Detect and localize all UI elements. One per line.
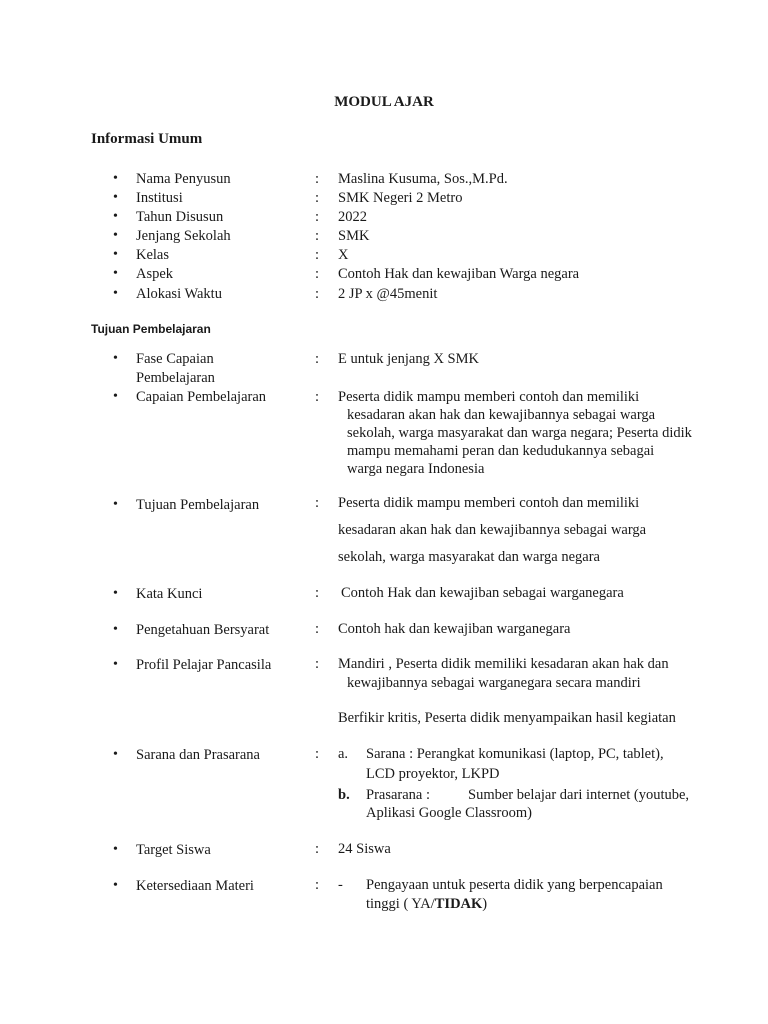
colon: : — [315, 351, 320, 367]
field-value: SMK Negeri 2 Metro — [338, 190, 463, 206]
colon: : — [315, 585, 320, 601]
list-marker: a. — [338, 746, 349, 762]
field-value-line: Sarana : Perangkat komunikasi (laptop, PC, tablet), — [366, 746, 664, 762]
bullet: • — [113, 171, 118, 186]
field-label: Jenjang Sekolah — [136, 228, 231, 244]
colon: : — [315, 266, 320, 282]
field-label: Profil Pelajar Pancasila — [136, 657, 272, 673]
bullet: • — [113, 586, 118, 601]
colon: : — [315, 841, 320, 857]
bullet: • — [113, 878, 118, 893]
field-value-line: LCD proyektor, LKPD — [366, 766, 500, 782]
list-marker: - — [338, 877, 343, 893]
field-value: SMK — [338, 228, 370, 244]
field-value-line: Mandiri , Peserta didik memiliki kesadaran akan hak dan — [338, 656, 669, 672]
field-label: Sarana dan Prasarana — [136, 747, 260, 763]
field-value-line — [366, 896, 487, 913]
text-run: tinggi ( YA/ — [366, 896, 435, 912]
field-value-line: Aplikasi Google Classroom) — [366, 805, 532, 821]
field-label: Kelas — [136, 247, 170, 263]
colon: : — [315, 171, 320, 187]
field-value: X — [338, 247, 349, 263]
field-value: 2 JP x @45menit — [338, 286, 438, 302]
field-value: Maslina Kusuma, Sos.,M.Pd. — [338, 171, 508, 187]
section-heading-informasi-umum: Informasi Umum — [91, 131, 203, 147]
field-label: Fase Capaian — [136, 351, 214, 367]
field-value: 24 Siswa — [338, 841, 391, 857]
colon: : — [315, 190, 320, 206]
field-value: Contoh hak dan kewajiban warganegara — [338, 621, 571, 637]
colon: : — [315, 877, 320, 893]
field-value: Contoh Hak dan kewajiban sebagai warganegara — [341, 585, 624, 601]
field-value-line: warga negara Indonesia — [347, 461, 485, 477]
field-label: Tahun Disusun — [136, 209, 224, 225]
field-label: Aspek — [136, 266, 174, 282]
colon: : — [315, 495, 320, 511]
bullet: • — [113, 286, 118, 301]
field-value-line: Pengayaan untuk peserta didik yang berpencapaian — [366, 877, 663, 893]
bullet: • — [113, 657, 118, 672]
field-label: Target Siswa — [136, 842, 211, 858]
field-label: Pengetahuan Bersyarat — [136, 622, 270, 638]
field-label: Institusi — [136, 190, 183, 206]
colon: : — [315, 621, 320, 637]
field-value-line: Peserta didik mampu memberi contoh dan memiliki — [338, 389, 640, 405]
bullet: • — [113, 351, 118, 366]
field-value-line: kesadaran akan hak dan kewajibannya sebagai warga — [338, 522, 647, 538]
field-label: Ketersediaan Materi — [136, 878, 254, 894]
field-label: Tujuan Pembelajaran — [136, 497, 260, 513]
field-label: Alokasi Waktu — [136, 286, 222, 302]
bullet: • — [113, 622, 118, 637]
field-value-line: Berfikir kritis, Peserta didik menyampaikan hasil kegiatan — [338, 710, 676, 726]
colon: : — [315, 389, 320, 405]
field-value-line: kewajibannya sebagai warganegara secara mandiri — [347, 675, 641, 691]
colon: : — [315, 656, 320, 672]
bullet: • — [113, 209, 118, 224]
bullet: • — [113, 228, 118, 243]
field-value: 2022 — [338, 209, 367, 225]
colon: : — [315, 228, 320, 244]
field-value-line: sekolah, warga masyarakat dan warga negara; Peserta didik — [347, 425, 692, 441]
colon: : — [315, 209, 320, 225]
field-label: Pembelajaran — [136, 370, 215, 386]
field-value: Contoh Hak dan kewajiban Warga negara — [338, 266, 580, 282]
section-heading-tujuan-pembelajaran: Tujuan Pembelajaran — [91, 322, 211, 336]
field-label: Nama Penyusun — [136, 171, 231, 187]
bullet: • — [113, 190, 118, 205]
text-run: ) — [482, 896, 488, 912]
bullet: • — [113, 389, 118, 404]
colon: : — [315, 247, 320, 263]
bullet: • — [113, 497, 118, 512]
field-value-line: sekolah, warga masyarakat dan warga negara — [338, 549, 600, 565]
field-value-line: mampu memahami peran dan kedudukannya sebagai — [347, 443, 655, 459]
field-label: Capaian Pembelajaran — [136, 389, 267, 405]
field-label: Kata Kunci — [136, 586, 203, 602]
colon: : — [315, 286, 320, 302]
text-run-bold: TIDAK — [434, 896, 483, 912]
bullet: • — [113, 747, 118, 762]
field-value-line: Peserta didik mampu memberi contoh dan memiliki — [338, 495, 640, 511]
colon: : — [315, 746, 320, 762]
field-value: E untuk jenjang X SMK — [338, 351, 479, 367]
page-title: MODUL AJAR — [334, 94, 434, 110]
field-value-line: kesadaran akan hak dan kewajibannya sebagai warga — [347, 407, 656, 423]
field-value-line: Prasarana : — [366, 787, 431, 803]
field-value-line: Sumber belajar dari internet (youtube, — [468, 787, 690, 803]
bullet: • — [113, 247, 118, 262]
list-marker: b. — [338, 787, 350, 803]
bullet: • — [113, 842, 118, 857]
bullet: • — [113, 266, 118, 281]
